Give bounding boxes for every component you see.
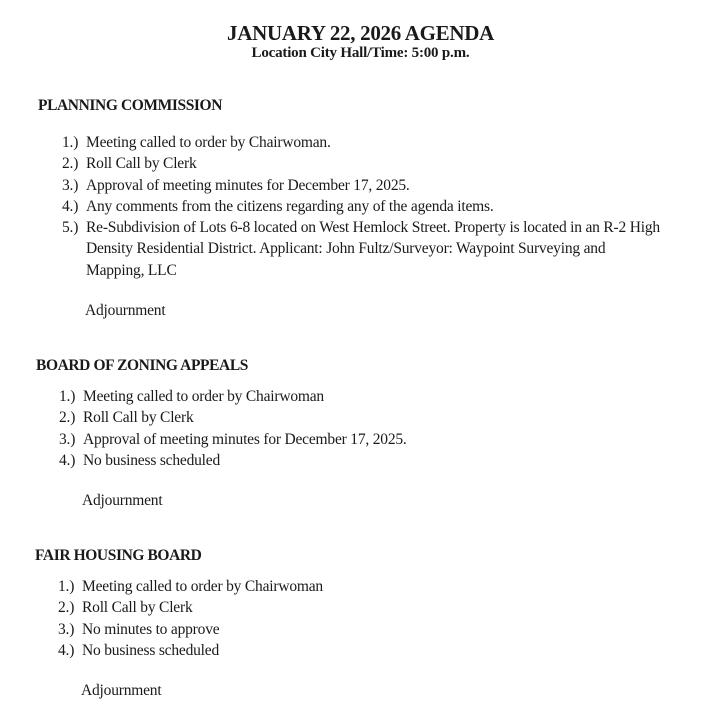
item-text: Meeting called to order by Chairwoman bbox=[83, 388, 324, 405]
list-item bbox=[58, 597, 658, 618]
list-item bbox=[59, 450, 659, 471]
list-item bbox=[59, 429, 659, 450]
item-text: Roll Call by Clerk bbox=[83, 409, 194, 427]
item-number: 4.) bbox=[59, 451, 76, 469]
list-item bbox=[62, 196, 662, 217]
item-text: No business scheduled bbox=[83, 451, 221, 469]
planning-commission-items bbox=[62, 132, 662, 281]
item-text: Roll Call by Clerk bbox=[86, 155, 197, 173]
item-number: 3.) bbox=[62, 176, 79, 194]
section-heading-planning-commission: PLANNING COMMISSION bbox=[38, 97, 223, 114]
item-number: 2.) bbox=[59, 409, 76, 427]
list-item bbox=[62, 153, 662, 174]
location-time: Location City Hall/Time: 5:00 p.m. bbox=[251, 45, 470, 61]
list-item bbox=[62, 217, 662, 281]
list-item bbox=[59, 407, 659, 428]
item-text: Re-Subdivision of Lots 6-8 located on West Hemlock Street. Property is located in an R-2 High Density Residential District. Applicant: John Fultz/Surveyor: Waypoint Surveying and Mapping, LLC bbox=[86, 219, 660, 279]
list-item bbox=[58, 640, 658, 661]
item-number: 5.) bbox=[62, 219, 79, 237]
list-item bbox=[58, 619, 658, 640]
item-text: Any comments from the citizens regarding any of the agenda items. bbox=[86, 197, 494, 215]
list-item bbox=[59, 386, 659, 407]
item-number: 1.) bbox=[58, 578, 75, 595]
item-text: No business scheduled bbox=[82, 641, 220, 659]
item-number: 3.) bbox=[59, 430, 76, 448]
adjournment: Adjournment bbox=[81, 682, 162, 699]
fair-housing-items bbox=[58, 576, 658, 661]
item-number: 4.) bbox=[58, 641, 75, 659]
adjournment: Adjournment bbox=[85, 302, 166, 319]
zoning-appeals-items bbox=[59, 386, 659, 471]
item-number: 3.) bbox=[58, 620, 75, 638]
item-number: 2.) bbox=[58, 599, 75, 617]
section-heading-board-of-zoning-appeals: BOARD OF ZONING APPEALS bbox=[36, 357, 248, 374]
agenda-title: JANUARY 22, 2026 AGENDA bbox=[227, 21, 494, 45]
list-item bbox=[62, 175, 662, 196]
list-item bbox=[58, 576, 658, 597]
adjournment: Adjournment bbox=[82, 492, 163, 509]
item-text: Roll Call by Clerk bbox=[82, 599, 193, 617]
item-number: 1.) bbox=[59, 388, 76, 405]
item-number: 2.) bbox=[62, 155, 79, 173]
item-number: 1.) bbox=[62, 134, 79, 151]
item-text: Approval of meeting minutes for December 17, 2025. bbox=[86, 176, 410, 194]
item-text: Approval of meeting minutes for December 17, 2025. bbox=[83, 430, 407, 448]
item-text: Meeting called to order by Chairwoman. bbox=[86, 134, 331, 151]
item-text: Meeting called to order by Chairwoman bbox=[82, 578, 323, 595]
item-text: No minutes to approve bbox=[82, 620, 220, 638]
section-heading-fair-housing-board: FAIR HOUSING BOARD bbox=[35, 547, 202, 564]
item-number: 4.) bbox=[62, 197, 79, 215]
list-item bbox=[62, 132, 662, 153]
